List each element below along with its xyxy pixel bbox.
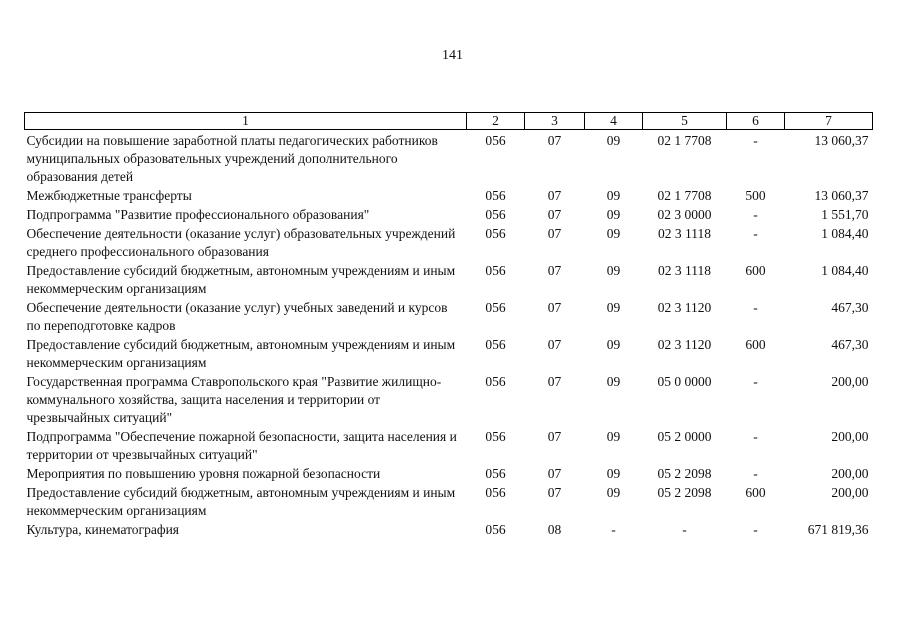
row-amount: 13 060,37 [814, 188, 869, 203]
row-code: 056 [485, 466, 506, 481]
row-amount: 200,00 [831, 374, 869, 389]
row-section: 07 [547, 485, 562, 500]
row-subsection: 09 [606, 374, 621, 389]
row-name: Предоставление субсидий бюджетным, автономным учреждениям и иным некоммерческим организациям [26, 337, 456, 370]
row-target-article: 02 3 0000 [657, 207, 712, 222]
page-number: 141 [442, 48, 463, 63]
row-amount: 1 084,40 [821, 226, 869, 241]
row-subsection: 09 [606, 226, 621, 241]
table-body [25, 130, 873, 541]
row-expense-type: - [753, 374, 758, 389]
row-subsection: - [611, 522, 616, 537]
row-target-article: 02 1 7708 [657, 133, 712, 148]
row-code: 056 [485, 429, 506, 444]
row-target-article: 05 0 0000 [657, 374, 712, 389]
row-code: 056 [485, 133, 506, 148]
table-row [25, 299, 873, 336]
row-code: 056 [485, 374, 506, 389]
row-code: 056 [485, 485, 506, 500]
row-subsection: 09 [606, 263, 621, 278]
row-expense-type: 600 [745, 263, 766, 278]
row-target-article: 05 2 0000 [657, 429, 712, 444]
table-row [25, 428, 873, 465]
row-target-article: 02 3 1118 [658, 226, 711, 241]
row-target-article: 05 2 2098 [657, 485, 712, 500]
table-row [25, 130, 873, 188]
table-row [25, 262, 873, 299]
row-name: Культура, кинематография [26, 522, 180, 537]
row-expense-type: 600 [745, 485, 766, 500]
row-section: 07 [547, 188, 562, 203]
column-header-row [25, 113, 873, 130]
row-target-article: 02 3 1120 [657, 337, 712, 352]
row-section: 07 [547, 263, 562, 278]
column-header: 7 [785, 113, 873, 130]
row-target-article: - [682, 522, 687, 537]
row-subsection: 09 [606, 485, 621, 500]
table-row [25, 465, 873, 484]
row-amount: 200,00 [831, 466, 869, 481]
row-expense-type: 600 [745, 337, 766, 352]
table-row [25, 225, 873, 262]
row-section: 08 [547, 522, 562, 537]
row-code: 056 [485, 263, 506, 278]
row-target-article: 02 3 1118 [658, 263, 711, 278]
column-header: 1 [25, 113, 467, 130]
row-target-article: 02 3 1120 [657, 300, 712, 315]
table-row [25, 521, 873, 540]
row-code: 056 [485, 226, 506, 241]
column-header: 6 [727, 113, 785, 130]
row-code: 056 [485, 188, 506, 203]
row-name: Обеспечение деятельности (оказание услуг) учебных заведений и курсов по переподготовке кадров [26, 300, 448, 333]
row-expense-type: - [753, 207, 758, 222]
row-expense-type: - [753, 300, 758, 315]
table-row [25, 373, 873, 428]
column-header: 4 [585, 113, 643, 130]
row-amount: 200,00 [831, 485, 869, 500]
row-subsection: 09 [606, 429, 621, 444]
column-header: 2 [467, 113, 525, 130]
row-expense-type: - [753, 429, 758, 444]
row-target-article: 05 2 2098 [657, 466, 712, 481]
budget-table [24, 112, 873, 540]
row-subsection: 09 [606, 188, 621, 203]
row-section: 07 [547, 337, 562, 352]
table-row [25, 206, 873, 225]
row-section: 07 [547, 133, 562, 148]
row-name: Предоставление субсидий бюджетным, автономным учреждениям и иным некоммерческим организациям [26, 485, 456, 518]
row-expense-type: - [753, 226, 758, 241]
row-name: Подпрограмма "Развитие профессионального образования" [26, 207, 370, 222]
row-name: Мероприятия по повышению уровня пожарной безопасности [26, 466, 381, 481]
row-section: 07 [547, 207, 562, 222]
row-name: Государственная программа Ставропольского края "Развитие жилищно-коммунального хозяйства, защита населения и территории от чрезвычайных ситуаций" [26, 374, 442, 425]
row-expense-type: - [753, 133, 758, 148]
row-expense-type: 500 [745, 188, 766, 203]
row-code: 056 [485, 300, 506, 315]
row-amount: 1 084,40 [821, 263, 869, 278]
column-header: 3 [525, 113, 585, 130]
column-header: 5 [643, 113, 727, 130]
row-amount: 467,30 [831, 337, 869, 352]
row-section: 07 [547, 429, 562, 444]
row-section: 07 [547, 374, 562, 389]
row-code: 056 [485, 207, 506, 222]
row-subsection: 09 [606, 300, 621, 315]
row-name: Обеспечение деятельности (оказание услуг) образовательных учреждений среднего профессионального образования [26, 226, 456, 259]
row-expense-type: - [753, 522, 758, 537]
row-expense-type: - [753, 466, 758, 481]
row-amount: 1 551,70 [821, 207, 869, 222]
row-target-article: 02 1 7708 [657, 188, 712, 203]
row-subsection: 09 [606, 466, 621, 481]
row-amount: 671 819,36 [807, 522, 869, 537]
row-subsection: 09 [606, 337, 621, 352]
row-name: Межбюджетные трансферты [26, 188, 192, 203]
row-section: 07 [547, 226, 562, 241]
row-subsection: 09 [606, 133, 621, 148]
row-code: 056 [485, 522, 506, 537]
row-amount: 467,30 [831, 300, 869, 315]
row-section: 07 [547, 466, 562, 481]
row-name: Подпрограмма "Обеспечение пожарной безопасности, защита населения и территории от чрезвычайных ситуаций" [26, 429, 457, 462]
table-row [25, 484, 873, 521]
row-name: Субсидии на повышение заработной платы педагогических работников муниципальных образовательных учреждений дополнительного образования детей [26, 133, 438, 184]
row-section: 07 [547, 300, 562, 315]
row-name: Предоставление субсидий бюджетным, автономным учреждениям и иным некоммерческим организациям [26, 263, 456, 296]
table-row [25, 336, 873, 373]
row-amount: 200,00 [831, 429, 869, 444]
row-code: 056 [485, 337, 506, 352]
row-subsection: 09 [606, 207, 621, 222]
table-row [25, 187, 873, 206]
row-amount: 13 060,37 [814, 133, 869, 148]
